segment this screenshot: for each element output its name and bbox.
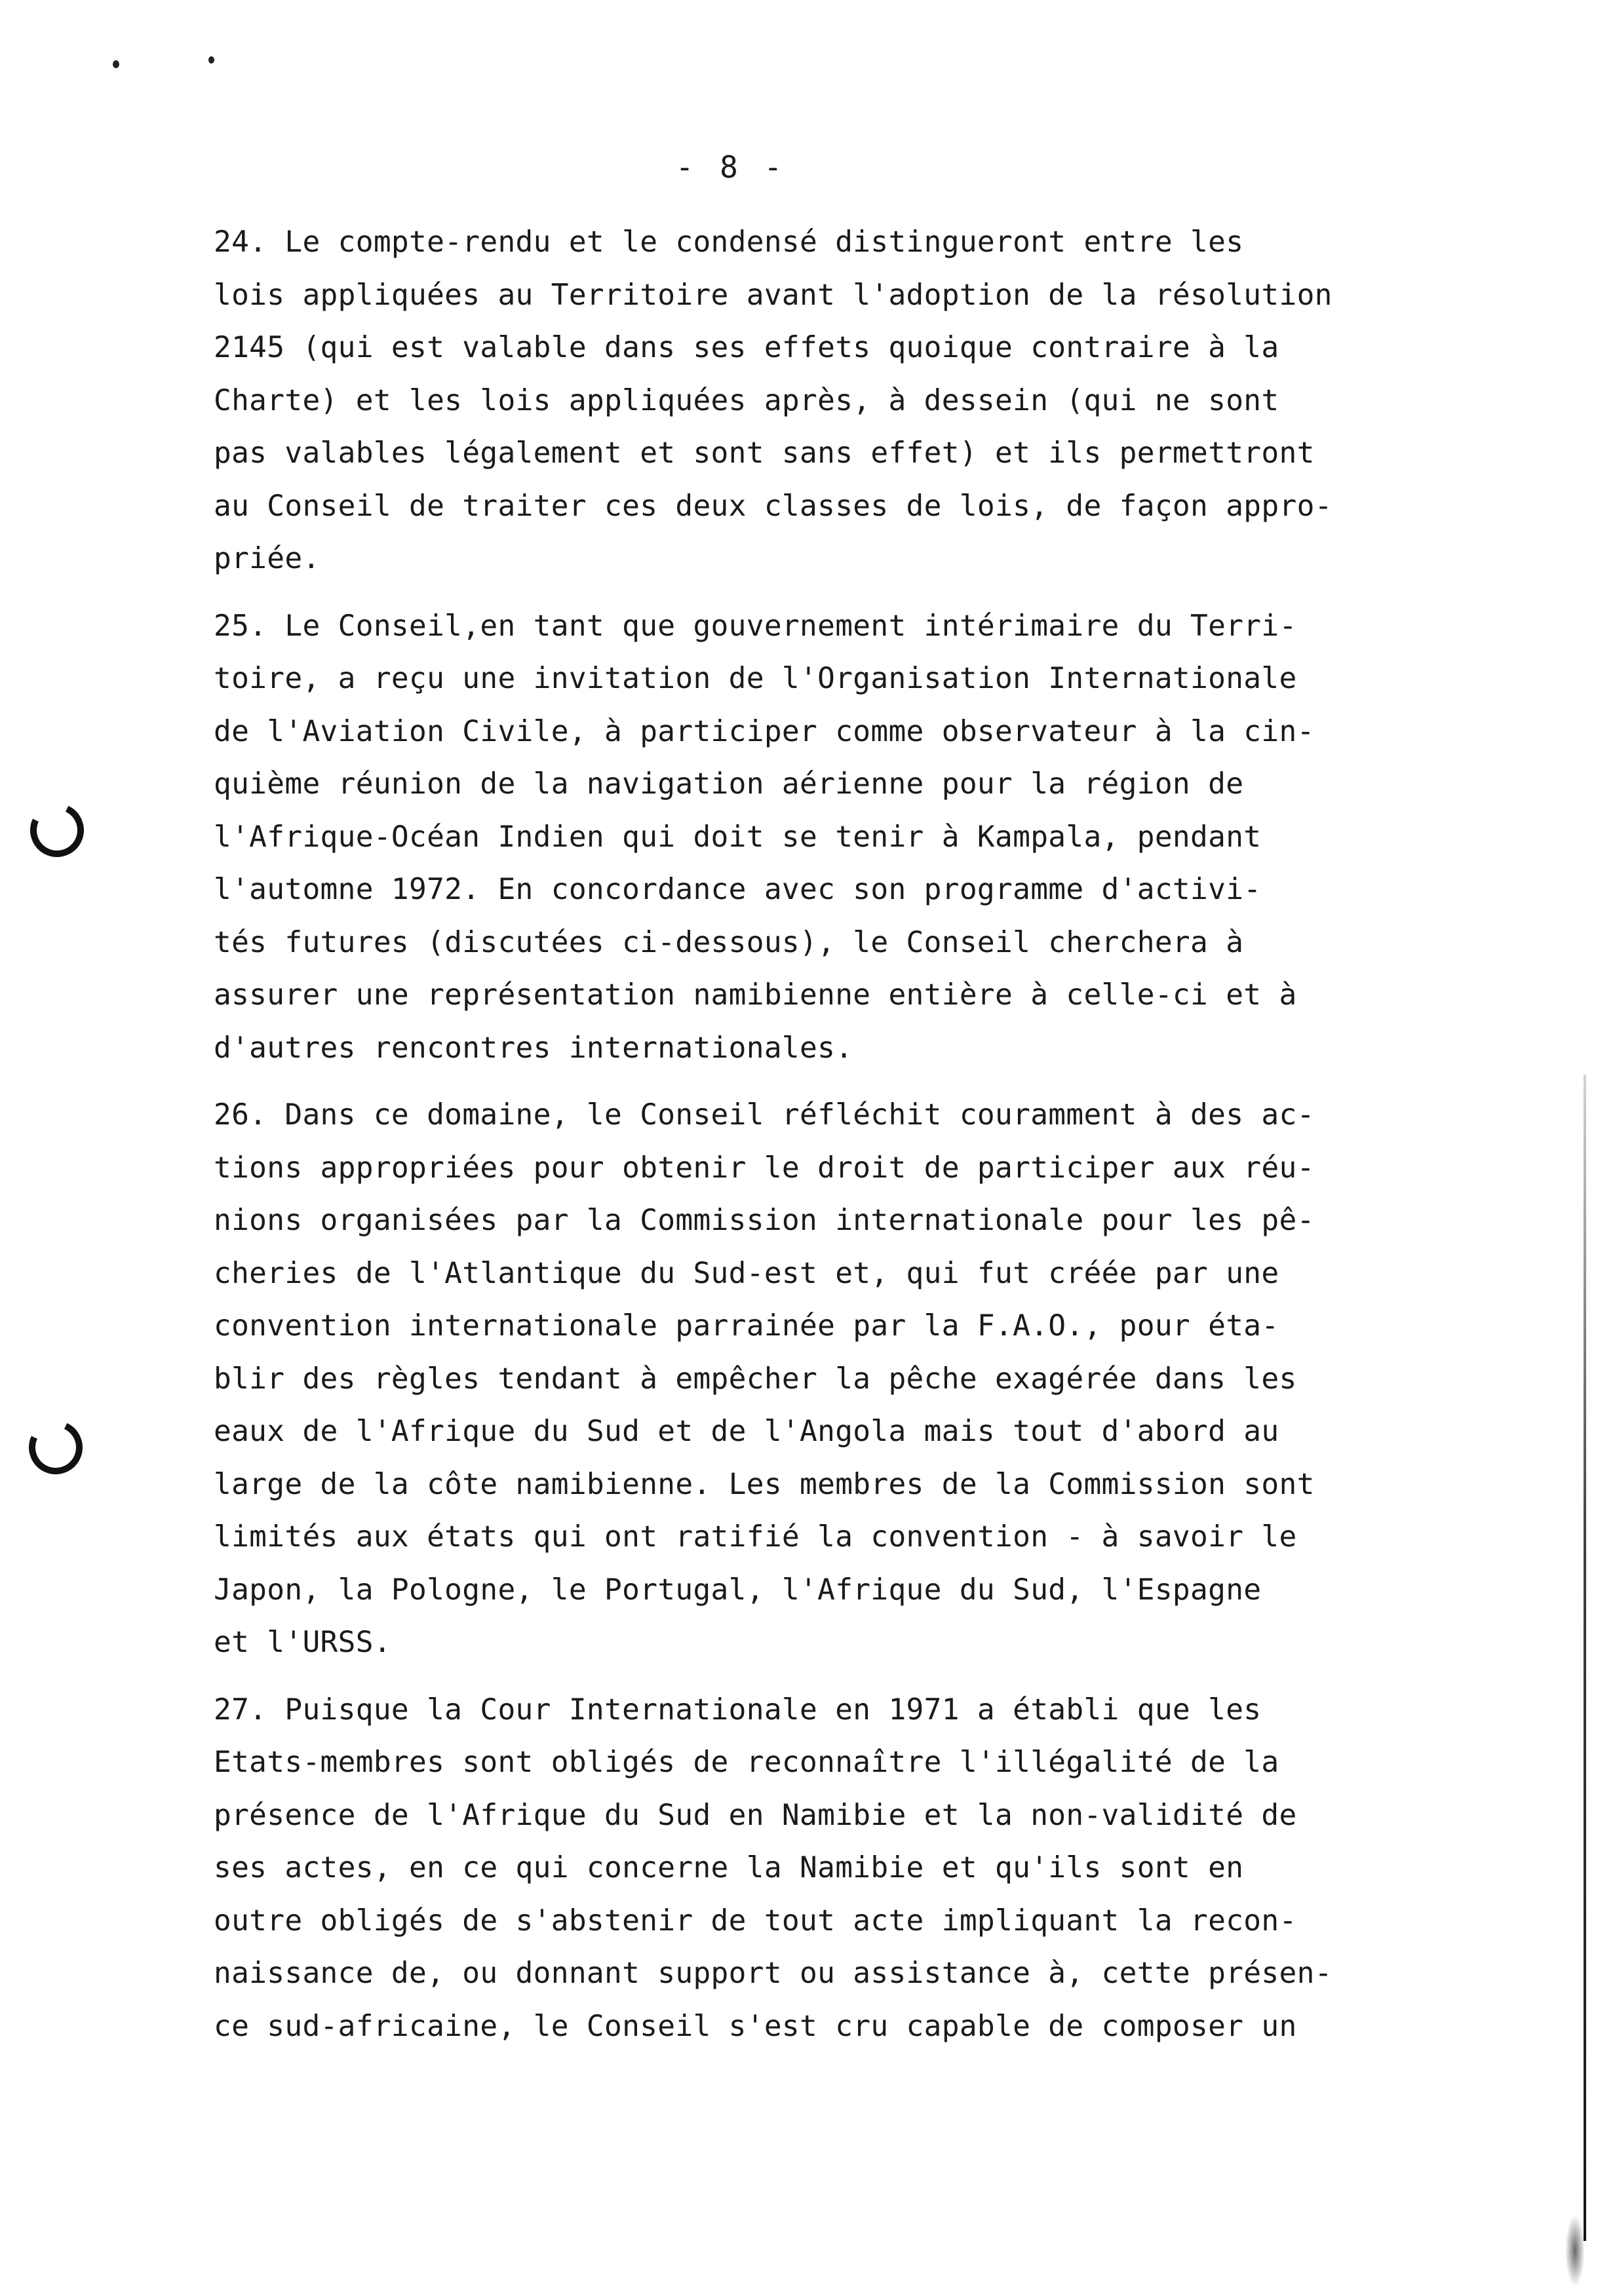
text-line: nions organisées par la Commission internationale pour les pê- bbox=[214, 1204, 1315, 1237]
text-line: 27. Puisque la Cour Internationale en 1971 a établi que les bbox=[214, 1693, 1262, 1727]
scan-speck bbox=[113, 60, 119, 68]
text-line: ce sud-africaine, le Conseil s'est cru capable de composer un bbox=[214, 2009, 1297, 2043]
text-line: ses actes, en ce qui concerne la Namibie et qu'ils sont en bbox=[214, 1851, 1244, 1885]
text-line: présence de l'Afrique du Sud en Namibie et la non-validité de bbox=[214, 1798, 1297, 1832]
page-number: - 8 - bbox=[675, 149, 787, 185]
text-line: 2145 (qui est valable dans ses effets quoique contraire à la bbox=[214, 331, 1279, 364]
text-line: cheries de l'Atlantique du Sud-est et, qui fut créée par une bbox=[214, 1256, 1279, 1290]
scan-edge-smudge bbox=[1565, 2215, 1585, 2287]
text-line: Etats-membres sont obligés de reconnaître l'illégalité de la bbox=[214, 1746, 1279, 1779]
text-line: l'automne 1972. En concordance avec son programme d'activi- bbox=[214, 873, 1262, 906]
text-line: limités aux états qui ont ratifié la convention - à savoir le bbox=[214, 1520, 1297, 1554]
document-body bbox=[214, 216, 1459, 2067]
scan-speck bbox=[208, 56, 214, 64]
punch-hole-mark bbox=[21, 1413, 90, 1482]
text-line: quième réunion de la navigation aérienne pour la région de bbox=[214, 767, 1244, 801]
text-line: au Conseil de traiter ces deux classes de lois, de façon appro- bbox=[214, 489, 1333, 523]
text-line: naissance de, ou donnant support ou assistance à, cette présen- bbox=[214, 1957, 1333, 1990]
text-line: convention internationale parrainée par la F.A.O., pour éta- bbox=[214, 1309, 1279, 1343]
text-line: pas valables légalement et sont sans effet) et ils permettront bbox=[214, 436, 1315, 470]
paragraph-25 bbox=[214, 600, 1459, 1075]
text-line: eaux de l'Afrique du Sud et de l'Angola mais tout d'abord au bbox=[214, 1415, 1279, 1448]
punch-hole-mark bbox=[22, 795, 91, 864]
text-line: 24. Le compte-rendu et le condensé distingueront entre les bbox=[214, 225, 1244, 259]
text-line: Japon, la Pologne, le Portugal, l'Afrique du Sud, l'Espagne bbox=[214, 1573, 1262, 1607]
text-line: assurer une représentation namibienne entière à celle-ci et à bbox=[214, 978, 1297, 1012]
text-line: large de la côte namibienne. Les membres de la Commission sont bbox=[214, 1467, 1315, 1501]
text-line: outre obligés de s'abstenir de tout acte impliquant la recon- bbox=[214, 1904, 1297, 1938]
paragraph-27 bbox=[214, 1684, 1459, 2054]
text-line: tions appropriées pour obtenir le droit de participer aux réu- bbox=[214, 1151, 1315, 1185]
text-line: l'Afrique-Océan Indien qui doit se tenir à Kampala, pendant bbox=[214, 820, 1262, 854]
text-line: tés futures (discutées ci-dessous), le Conseil cherchera à bbox=[214, 925, 1244, 959]
text-line: lois appliquées au Territoire avant l'adoption de la résolution bbox=[214, 278, 1333, 312]
text-line: 25. Le Conseil,en tant que gouvernement intérimaire du Terri- bbox=[214, 609, 1297, 643]
text-line: de l'Aviation Civile, à participer comme observateur à la cin- bbox=[214, 714, 1315, 748]
paragraph-26 bbox=[214, 1089, 1459, 1670]
text-line: 26. Dans ce domaine, le Conseil réfléchit couramment à des ac- bbox=[214, 1098, 1315, 1132]
text-line: toire, a reçu une invitation de l'Organisation Internationale bbox=[214, 662, 1297, 695]
text-line: et l'URSS. bbox=[214, 1626, 391, 1659]
text-line: Charte) et les lois appliquées après, à dessein (qui ne sont bbox=[214, 383, 1279, 417]
scan-edge-line bbox=[1584, 1075, 1586, 2241]
text-line: blir des règles tendant à empêcher la pêche exagérée dans les bbox=[214, 1362, 1297, 1396]
text-line: d'autres rencontres internationales. bbox=[214, 1031, 853, 1065]
text-line: priée. bbox=[214, 542, 321, 575]
paragraph-24 bbox=[214, 216, 1459, 586]
